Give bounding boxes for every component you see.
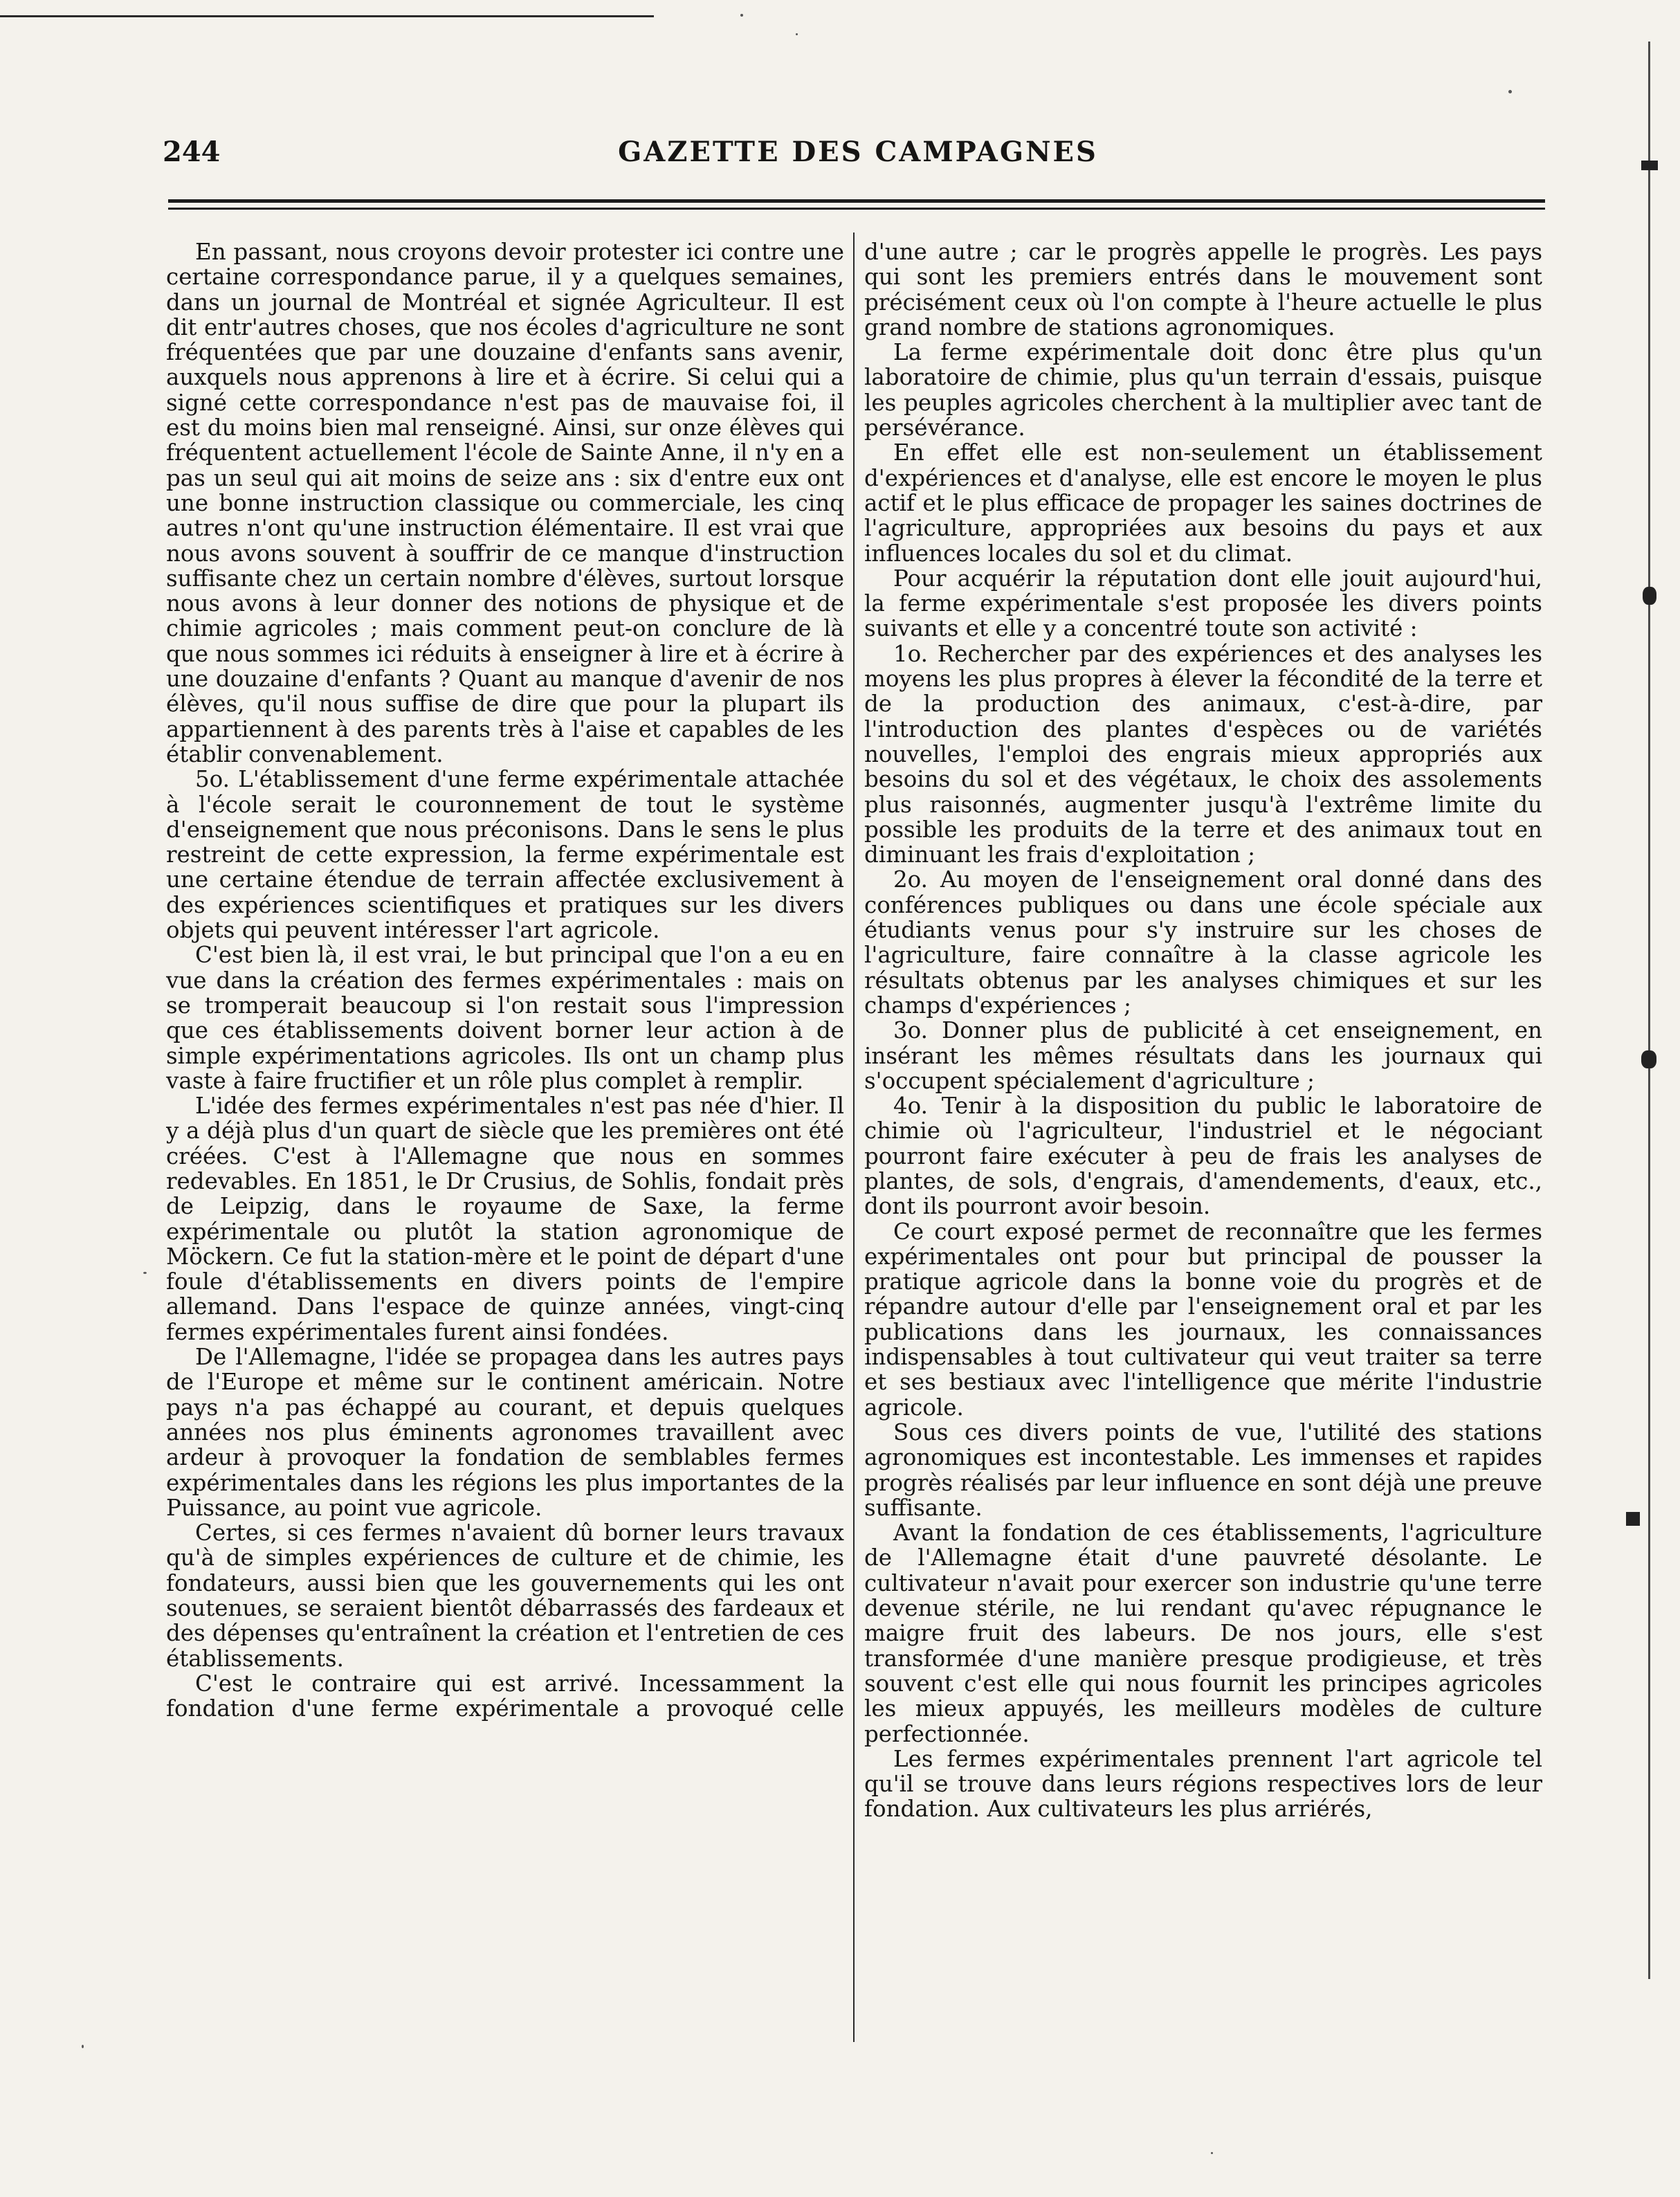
paragraph: La ferme expérimentale doit donc être plus qu'un laboratoire de chimie, plus qu'un terrain d'essais, puisque les peuples agricoles cherchent à la multiplier avec tant de persévérance. [864,339,1542,441]
binding-mark [1641,1050,1656,1068]
paragraph: En effet elle est non-seulement un établissement d'expériences et d'analyse, elle est encore le moyen le plus actif et le plus efficace de propager les saines doctrines de l'agriculture, appropriées aux besoins du pays et aux influences locales du sol et du climat. [864,439,1542,567]
paragraph: Pour acquérir la réputation dont elle jouit aujourd'hui, la ferme expérimentale s'est proposée les divers points suivants et elle y a concentré toute son activité : [864,565,1542,642]
print-speck [796,33,798,35]
top-edge-rule [0,15,654,17]
paragraph: Certes, si ces fermes n'avaient dû borner leurs travaux qu'à de simples expériences de culture et de chimie, les fondateurs, aussi bien que les gouvernements qui les ont soutenues, se seraient bientôt débarrassés des fardeaux et des dépenses qu'entraînent la création et l'entretien de ces établissements. [166,1520,844,1672]
header-rule-thick [168,199,1545,203]
paragraph: 4o. Tenir à la disposition du public le laboratoire de chimie où l'agriculteur, l'industriel et le négociant pourront faire exécuter à peu de frais les analyses de plantes, de sols, d'engrais, d'amendements, d'eaux, etc., dont ils pourront avoir besoin. [864,1093,1542,1220]
paragraph: 2o. Au moyen de l'enseignement oral donné dans des conférences publiques ou dans une école spéciale aux étudiants venus pour s'y instruire sur les choses de l'agriculture, faire connaître à la classe agricole les résultats obtenus par les analyses chimiques et sur les champs d'expériences ; [864,866,1542,1019]
paragraph: 3o. Donner plus de publicité à cet enseignement, en insérant les mêmes résultats dans les journaux qui s'occupent spécialement d'agriculture ; [864,1017,1542,1094]
print-speck [740,14,743,17]
print-speck [1508,90,1512,93]
binding-mark [1643,587,1656,605]
paragraph: L'idée des fermes expérimentales n'est pas née d'hier. Il y a déjà plus d'un quart de siècle que les premières ont été créées. C'est à l'Allemagne que nous en sommes redevables. En 1851, le Dr Crusius, de Sohlis, fondait près de Leipzig, dans le royaume de Saxe, la ferme expérimentale ou plutôt la station agronomique de Möckern. Ce fut la station-mère et le point de départ d'une foule d'établissements en divers points de l'empire allemand. Dans l'espace de quinze années, vingt-cinq fermes expérimentales furent ainsi fondées. [166,1093,844,1345]
page-header [163,136,1553,177]
paragraph: C'est le contraire qui est arrivé. Incessamment la fondation d'une ferme expérimentale a provoqué celle [166,1670,844,1722]
paragraph: Sous ces divers points de vue, l'utilité des stations agronomiques est incontestable. Les immenses et rapides progrès réalisés par leur influence en sont déjà une preuve suffisante. [864,1419,1542,1521]
paragraph: C'est bien là, il est vrai, le but principal que l'on a eu en vue dans la création des fermes expérimentales : mais on se tromperait beaucoup si l'on restait sous l'impression que ces établissements doivent borner leur action à de simple expérimentations agricoles. Ils ont un champ plus vaste à faire fructifier et un rôle plus complet à remplir. [166,942,844,1094]
binding-mark [1641,161,1658,170]
paragraph: En passant, nous croyons devoir protester ici contre une certaine correspondance parue, il y a quelques semaines, dans un journal de Montréal et signée Agriculteur. Il est dit entr'autres choses, que nos écoles d'agriculture ne sont fréquentées que par une douzaine d'enfants sans avenir, auxquels nous apprenons à lire et à écrire. Si celui qui a signé cette correspondance n'est pas de mauvaise foi, il est du moins bien mal renseigné. Ainsi, sur onze élèves qui fréquentent actuellement l'école de Sainte Anne, il n'y en a pas un seul qui ait moins de seize ans : six d'entre eux ont une bonne instruction classique ou commerciale, les cinq autres n'ont qu'une instruction élémentaire. Il est vrai que nous avons souvent à souffrir de ce manque d'instruction suffisante chez un certain nombre d'élèves, surtout lorsque nous avons à leur donner des notions de physique et de chimie agricoles ; mais comment peut-on conclure de là que nous sommes ici réduits à enseigner à lire et à écrire à une douzaine d'enfants ? Quant au manque d'avenir de nos élèves, qu'il nous suffise de dire que pour la plupart ils appartiennent à des parents très à l'aise et capables de les établir convenablement. [166,239,844,767]
column-divider [853,233,855,2042]
header-rule-thin [168,208,1545,210]
paragraph: Ce court exposé permet de reconnaître que les fermes expérimentales ont pour but principal de pousser la pratique agricole dans la bonne voie du progrès et de répandre autour d'elle par l'enseignement oral et par les publications dans les journaux, les connaissances indispensables à tout cultivateur qui veut traiter sa terre et ses bestiaux avec l'intelligence que mérite l'industrie agricole. [864,1218,1542,1421]
page-number: 244 [163,136,221,168]
paragraph: Avant la fondation de ces établissements, l'agriculture de l'Allemagne était d'une pauvreté désolante. Le cultivateur n'avait pour exercer son industrie qu'une terre devenue stérile, ne lui rendant qu'avec répugnance le maigre fruit des labeurs. De nos jours, elle s'est transformée d'une manière presque prodigieuse, et très souvent c'est elle qui nous fournit les principes agricoles les mieux appuyés, les meilleurs modèles de culture perfectionnée. [864,1520,1542,1747]
print-speck [82,2045,84,2048]
paragraph: 5o. L'établissement d'une ferme expérimentale attachée à l'école serait le couronnement de tout le système d'enseignement que nous préconisons. Dans le sens le plus restreint de cette expression, la ferme expérimentale est une certaine étendue de terrain affectée exclusivement à des expériences scientifiques et pratiques sur les divers objets qui peuvent intéresser l'art agricole. [166,766,844,944]
print-speck [1211,2152,1213,2154]
paragraph: d'une autre ; car le progrès appelle le progrès. Les pays qui sont les premiers entrés dans le mouvement sont précisément ceux où l'on compte à l'heure actuelle le plus grand nombre de stations agronomiques. [864,239,1542,340]
print-speck [143,1272,147,1274]
paragraph: De l'Allemagne, l'idée se propagea dans les autres pays de l'Europe et même sur le continent américain. Notre pays n'a pas échappé au courant, et depuis quelques années nos plus éminents agronomes travaillent avec ardeur à provoquer la fondation de semblables fermes expérimentales dans les régions les plus importantes de la Puissance, au point vue agricole. [166,1344,844,1521]
paragraph: Les fermes expérimentales prennent l'art agricole tel qu'il se trouve dans leurs régions respectives lors de leur fondation. Aux cultivateurs les plus arriérés, [864,1745,1542,1823]
paragraph: 1o. Rechercher par des expériences et des analyses les moyens les plus propres à élever la fécondité de la terre et de la production des animaux, c'est-à-dire, par l'introduction des plantes d'espèces ou de variétés nouvelles, l'emploi des engrais mieux appropriés aux besoins du sol et des végétaux, le choix des assolements plus raisonnés, augmenter jusqu'à l'extrême limite du possible les produits de la terre et des animaux tout en diminuant les frais d'exploitation ; [864,640,1542,868]
binding-mark [1626,1512,1640,1526]
running-title: GAZETTE DES CAMPAGNES [618,136,1098,168]
binding-edge-line [1648,42,1650,1979]
left-column [166,239,844,2052]
right-column [864,239,1542,2052]
